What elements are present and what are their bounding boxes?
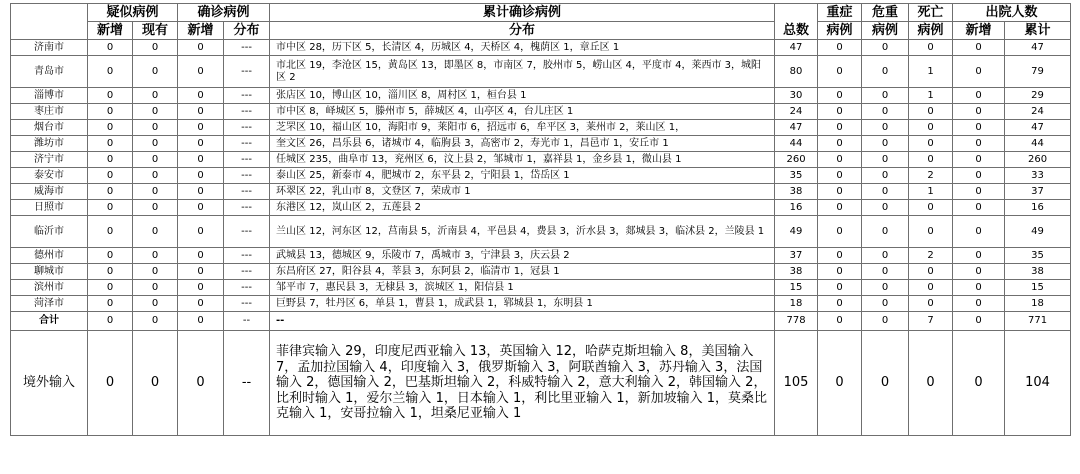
discharged-total-cell: 16 (1005, 200, 1071, 216)
suspected-new-cell: 0 (88, 248, 133, 264)
table-row (11, 104, 1071, 120)
confirmed-dist-cell: --- (224, 104, 270, 120)
severe-cell: 0 (818, 88, 862, 104)
discharged-total-cell: 15 (1005, 280, 1071, 296)
critical-cell: 0 (862, 216, 909, 248)
table-row (11, 264, 1071, 280)
table-row (11, 152, 1071, 168)
total-cell: 44 (775, 136, 818, 152)
city-cell: 日照市 (11, 200, 88, 216)
suspected-current-cell: 0 (133, 184, 178, 200)
suspected-current-cell: 0 (133, 264, 178, 280)
confirmed-dist-cell: --- (224, 216, 270, 248)
suspected-current-cell: 0 (133, 104, 178, 120)
discharged-total-cell: 35 (1005, 248, 1071, 264)
header-severe-2: 病例 (818, 22, 862, 40)
confirmed-new-cell: 0 (178, 264, 224, 280)
discharged-new-cell: 0 (953, 216, 1005, 248)
severe-cell: 0 (818, 120, 862, 136)
suspected-current-cell: 0 (133, 216, 178, 248)
total-cell: 18 (775, 296, 818, 312)
discharged-new-cell: 0 (953, 331, 1005, 436)
severe-cell: 0 (818, 152, 862, 168)
confirmed-new-cell: 0 (178, 331, 224, 436)
discharged-total-cell: 47 (1005, 40, 1071, 56)
death-cell: 0 (909, 264, 953, 280)
distribution-cell: 菲律宾输入 29，印度尼西亚输入 13，英国输入 12，哈萨克斯坦输入 8，美国输入 7，孟加拉国输入 4，印度输入 3，俄罗斯输入 3，阿联酋输入 3，苏丹输入 3，法国输入 2，德国输入 2，巴基斯坦输入 2，科威特输入 2，意大利输入 2，韩国输入 2，比利时输入 1，爱尔兰输入 1，日本输入 1，利比里亚输入 1，新加坡输入 1，莫桑比克输入 1，安哥拉输入 1，坦桑尼亚输入 1 (270, 331, 775, 436)
city-cell: 威海市 (11, 184, 88, 200)
header-discharged-new: 新增 (953, 22, 1005, 40)
total-cell: 80 (775, 56, 818, 88)
discharged-total-cell: 771 (1005, 312, 1071, 331)
suspected-new-cell: 0 (88, 136, 133, 152)
severe-cell: 0 (818, 264, 862, 280)
total-cell: 30 (775, 88, 818, 104)
suspected-new-cell: 0 (88, 120, 133, 136)
suspected-new-cell: 0 (88, 200, 133, 216)
death-cell: 0 (909, 296, 953, 312)
confirmed-new-cell: 0 (178, 216, 224, 248)
confirmed-new-cell: 0 (178, 280, 224, 296)
table-row (11, 88, 1071, 104)
total-cell: 47 (775, 120, 818, 136)
confirmed-dist-cell: --- (224, 88, 270, 104)
critical-cell: 0 (862, 312, 909, 331)
severe-cell: 0 (818, 56, 862, 88)
confirmed-new-cell: 0 (178, 40, 224, 56)
city-cell: 临沂市 (11, 216, 88, 248)
suspected-current-cell: 0 (133, 56, 178, 88)
confirmed-dist-cell: --- (224, 136, 270, 152)
critical-cell: 0 (862, 168, 909, 184)
header-discharged: 出院人数 (953, 4, 1071, 22)
confirmed-new-cell: 0 (178, 248, 224, 264)
header-suspected-new: 新增 (88, 22, 133, 40)
total-cell: 38 (775, 264, 818, 280)
city-cell: 烟台市 (11, 120, 88, 136)
critical-cell: 0 (862, 296, 909, 312)
total-cell: 105 (775, 331, 818, 436)
discharged-new-cell: 0 (953, 136, 1005, 152)
discharged-total-cell: 260 (1005, 152, 1071, 168)
suspected-new-cell: 0 (88, 264, 133, 280)
discharged-new-cell: 0 (953, 40, 1005, 56)
table-row (11, 120, 1071, 136)
death-cell: 2 (909, 248, 953, 264)
suspected-new-cell: 0 (88, 168, 133, 184)
confirmed-dist-cell: --- (224, 40, 270, 56)
discharged-total-cell: 33 (1005, 168, 1071, 184)
critical-cell: 0 (862, 331, 909, 436)
death-cell: 0 (909, 136, 953, 152)
death-cell: 1 (909, 56, 953, 88)
confirmed-dist-cell: --- (224, 264, 270, 280)
discharged-total-cell: 49 (1005, 216, 1071, 248)
death-cell: 0 (909, 120, 953, 136)
total-cell: 260 (775, 152, 818, 168)
discharged-new-cell: 0 (953, 280, 1005, 296)
critical-cell: 0 (862, 248, 909, 264)
severe-cell: 0 (818, 216, 862, 248)
severe-cell: 0 (818, 104, 862, 120)
suspected-current-cell: 0 (133, 248, 178, 264)
city-cell: 德州市 (11, 248, 88, 264)
death-cell: 1 (909, 88, 953, 104)
confirmed-dist-cell: --- (224, 152, 270, 168)
confirmed-dist-cell: -- (224, 312, 270, 331)
distribution-cell: -- (270, 312, 775, 331)
death-cell: 0 (909, 200, 953, 216)
discharged-total-cell: 29 (1005, 88, 1071, 104)
severe-cell: 0 (818, 248, 862, 264)
death-cell: 7 (909, 312, 953, 331)
header-confirmed: 确诊病例 (178, 4, 270, 22)
confirmed-dist-cell: --- (224, 168, 270, 184)
header-confirmed-dist: 分布 (224, 22, 270, 40)
confirmed-new-cell: 0 (178, 56, 224, 88)
header-total-blank: 总数 (775, 4, 818, 40)
discharged-total-cell: 44 (1005, 136, 1071, 152)
confirmed-new-cell: 0 (178, 296, 224, 312)
discharged-new-cell: 0 (953, 88, 1005, 104)
table-row (11, 168, 1071, 184)
critical-cell: 0 (862, 184, 909, 200)
table-row (11, 200, 1071, 216)
distribution-cell: 市北区 19，李沧区 15，黄岛区 13，即墨区 8，市南区 7，胶州市 5，崂山区 4，平度市 4，莱西市 3，城阳区 2 (270, 56, 775, 88)
confirmed-new-cell: 0 (178, 184, 224, 200)
critical-cell: 0 (862, 152, 909, 168)
confirmed-new-cell: 0 (178, 88, 224, 104)
city-cell: 聊城市 (11, 264, 88, 280)
confirmed-dist-cell: --- (224, 296, 270, 312)
confirmed-dist-cell: --- (224, 184, 270, 200)
severe-cell: 0 (818, 184, 862, 200)
discharged-new-cell: 0 (953, 120, 1005, 136)
suspected-current-cell: 0 (133, 120, 178, 136)
death-cell: 2 (909, 168, 953, 184)
table-row (11, 296, 1071, 312)
severe-cell: 0 (818, 312, 862, 331)
critical-cell: 0 (862, 88, 909, 104)
severe-cell: 0 (818, 200, 862, 216)
table-row (11, 280, 1071, 296)
suspected-current-cell: 0 (133, 331, 178, 436)
distribution-cell: 市中区 8，峄城区 5，滕州市 5，薛城区 4，山亭区 4，台儿庄区 1 (270, 104, 775, 120)
header-city-blank (11, 4, 88, 40)
header-critical: 危重 (862, 4, 909, 22)
confirmed-dist-cell: --- (224, 248, 270, 264)
distribution-cell: 泰山区 25，新泰市 4，肥城市 2，东平县 2，宁阳县 1，岱岳区 1 (270, 168, 775, 184)
critical-cell: 0 (862, 56, 909, 88)
total-cell: 37 (775, 248, 818, 264)
statistics-table-container (10, 3, 1070, 436)
city-cell: 枣庄市 (11, 104, 88, 120)
discharged-new-cell: 0 (953, 264, 1005, 280)
confirmed-new-cell: 0 (178, 120, 224, 136)
city-cell: 潍坊市 (11, 136, 88, 152)
suspected-new-cell: 0 (88, 104, 133, 120)
covid-statistics-table (10, 3, 1071, 436)
confirmed-dist-cell: -- (224, 331, 270, 436)
suspected-new-cell: 0 (88, 312, 133, 331)
header-death-2: 病例 (909, 22, 953, 40)
discharged-total-cell: 79 (1005, 56, 1071, 88)
table-row (11, 216, 1071, 248)
distribution-cell: 环翠区 22，乳山市 8，文登区 7，荣成市 1 (270, 184, 775, 200)
distribution-cell: 东港区 12，岚山区 2，五莲县 2 (270, 200, 775, 216)
distribution-cell: 巨野县 7，牡丹区 6，单县 1，曹县 1，成武县 1，郓城县 1，东明县 1 (270, 296, 775, 312)
header-confirmed-new: 新增 (178, 22, 224, 40)
city-cell: 淄博市 (11, 88, 88, 104)
severe-cell: 0 (818, 136, 862, 152)
header-dist: 分布 (270, 22, 775, 40)
death-cell: 0 (909, 331, 953, 436)
distribution-cell: 兰山区 12，河东区 12，莒南县 5，沂南县 4，平邑县 4，费县 3，沂水县 3，郯城县 3，临沭县 2，兰陵县 1 (270, 216, 775, 248)
severe-cell: 0 (818, 280, 862, 296)
discharged-new-cell: 0 (953, 184, 1005, 200)
city-cell: 青岛市 (11, 56, 88, 88)
total-cell: 47 (775, 40, 818, 56)
severe-cell: 0 (818, 296, 862, 312)
city-cell: 济宁市 (11, 152, 88, 168)
discharged-new-cell: 0 (953, 296, 1005, 312)
city-cell: 境外输入 (11, 331, 88, 436)
suspected-current-cell: 0 (133, 40, 178, 56)
total-cell: 24 (775, 104, 818, 120)
confirmed-new-cell: 0 (178, 136, 224, 152)
suspected-current-cell: 0 (133, 280, 178, 296)
confirmed-dist-cell: --- (224, 200, 270, 216)
discharged-new-cell: 0 (953, 56, 1005, 88)
confirmed-dist-cell: --- (224, 120, 270, 136)
suspected-new-cell: 0 (88, 40, 133, 56)
suspected-new-cell: 0 (88, 280, 133, 296)
total-cell: 35 (775, 168, 818, 184)
suspected-new-cell: 0 (88, 184, 133, 200)
distribution-cell: 邹平市 7，惠民县 3，无棣县 3，滨城区 1，阳信县 1 (270, 280, 775, 296)
suspected-new-cell: 0 (88, 88, 133, 104)
discharged-new-cell: 0 (953, 152, 1005, 168)
header-suspected: 疑似病例 (88, 4, 178, 22)
death-cell: 0 (909, 280, 953, 296)
city-cell: 济南市 (11, 40, 88, 56)
discharged-new-cell: 0 (953, 312, 1005, 331)
table-row (11, 184, 1071, 200)
confirmed-new-cell: 0 (178, 200, 224, 216)
table-row (11, 136, 1071, 152)
confirmed-new-cell: 0 (178, 312, 224, 331)
table-row (11, 56, 1071, 88)
header-severe: 重症 (818, 4, 862, 22)
header-suspected-current: 现有 (133, 22, 178, 40)
severe-cell: 0 (818, 40, 862, 56)
suspected-current-cell: 0 (133, 200, 178, 216)
total-cell: 778 (775, 312, 818, 331)
city-cell: 菏泽市 (11, 296, 88, 312)
total-row (11, 312, 1071, 331)
city-cell: 合计 (11, 312, 88, 331)
suspected-new-cell: 0 (88, 331, 133, 436)
suspected-current-cell: 0 (133, 296, 178, 312)
suspected-current-cell: 0 (133, 136, 178, 152)
total-cell: 38 (775, 184, 818, 200)
confirmed-new-cell: 0 (178, 104, 224, 120)
confirmed-new-cell: 0 (178, 168, 224, 184)
confirmed-dist-cell: --- (224, 280, 270, 296)
table-row (11, 248, 1071, 264)
death-cell: 0 (909, 40, 953, 56)
suspected-current-cell: 0 (133, 152, 178, 168)
critical-cell: 0 (862, 136, 909, 152)
distribution-cell: 张店区 10，博山区 10，淄川区 8，周村区 1，桓台县 1 (270, 88, 775, 104)
distribution-cell: 芝罘区 10，福山区 10，海阳市 9，莱阳市 6，招远市 6，牟平区 3，莱州市 2，莱山区 1， (270, 120, 775, 136)
discharged-total-cell: 24 (1005, 104, 1071, 120)
total-cell: 15 (775, 280, 818, 296)
critical-cell: 0 (862, 104, 909, 120)
distribution-cell: 任城区 235，曲阜市 13，兖州区 6，汶上县 2，邹城市 1，嘉祥县 1，金乡县 1，微山县 1 (270, 152, 775, 168)
distribution-cell: 武城县 13，德城区 9，乐陵市 7，禹城市 3，宁津县 3，庆云县 2 (270, 248, 775, 264)
header-row-1 (11, 4, 1071, 22)
discharged-new-cell: 0 (953, 248, 1005, 264)
discharged-total-cell: 104 (1005, 331, 1071, 436)
discharged-total-cell: 18 (1005, 296, 1071, 312)
discharged-total-cell: 47 (1005, 120, 1071, 136)
suspected-current-cell: 0 (133, 88, 178, 104)
city-cell: 滨州市 (11, 280, 88, 296)
suspected-new-cell: 0 (88, 56, 133, 88)
death-cell: 1 (909, 184, 953, 200)
discharged-total-cell: 38 (1005, 264, 1071, 280)
suspected-current-cell: 0 (133, 312, 178, 331)
header-death: 死亡 (909, 4, 953, 22)
discharged-new-cell: 0 (953, 168, 1005, 184)
distribution-cell: 奎文区 26，昌乐县 6，诸城市 4，临朐县 3，高密市 2，寿光市 1，昌邑市 1，安丘市 1 (270, 136, 775, 152)
discharged-total-cell: 37 (1005, 184, 1071, 200)
death-cell: 0 (909, 152, 953, 168)
severe-cell: 0 (818, 168, 862, 184)
header-cumulative: 累计确诊病例 (270, 4, 775, 22)
critical-cell: 0 (862, 120, 909, 136)
total-cell: 16 (775, 200, 818, 216)
foreign-input-row (11, 331, 1071, 436)
distribution-cell: 市中区 28，历下区 5，长清区 4，历城区 4，天桥区 4，槐荫区 1，章丘区 1 (270, 40, 775, 56)
death-cell: 0 (909, 104, 953, 120)
critical-cell: 0 (862, 264, 909, 280)
critical-cell: 0 (862, 200, 909, 216)
critical-cell: 0 (862, 40, 909, 56)
confirmed-dist-cell: --- (224, 56, 270, 88)
table-row (11, 40, 1071, 56)
header-row-2 (11, 22, 1071, 40)
severe-cell: 0 (818, 331, 862, 436)
suspected-current-cell: 0 (133, 168, 178, 184)
suspected-new-cell: 0 (88, 216, 133, 248)
header-critical-2: 病例 (862, 22, 909, 40)
death-cell: 0 (909, 216, 953, 248)
critical-cell: 0 (862, 280, 909, 296)
discharged-new-cell: 0 (953, 200, 1005, 216)
header-discharged-total: 累计 (1005, 22, 1071, 40)
suspected-new-cell: 0 (88, 296, 133, 312)
discharged-new-cell: 0 (953, 104, 1005, 120)
distribution-cell: 东昌府区 27，阳谷县 4，莘县 3，东阿县 2，临清市 1，冠县 1 (270, 264, 775, 280)
confirmed-new-cell: 0 (178, 152, 224, 168)
total-cell: 49 (775, 216, 818, 248)
suspected-new-cell: 0 (88, 152, 133, 168)
city-cell: 泰安市 (11, 168, 88, 184)
